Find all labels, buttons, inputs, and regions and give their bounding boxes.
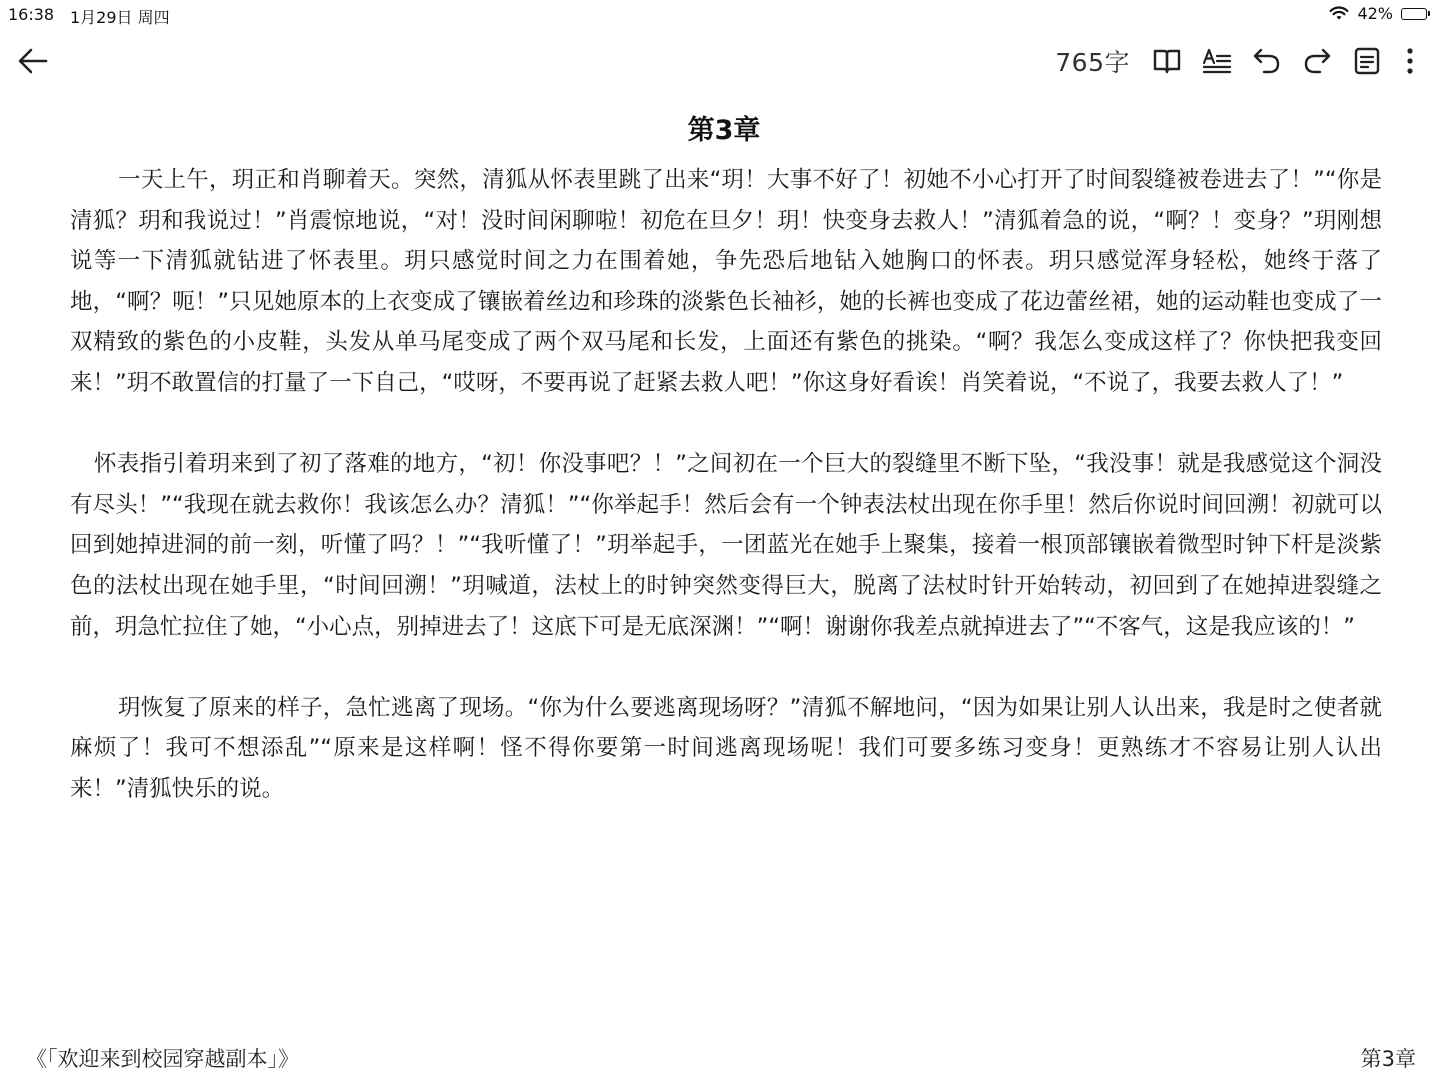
chapter-title: 第3章 <box>687 115 761 146</box>
footer-chapter-label: 第3章 <box>1360 1047 1416 1071</box>
reading-mode-button[interactable] <box>1142 40 1192 82</box>
redo-icon <box>1302 47 1332 75</box>
notes-icon <box>1353 47 1381 75</box>
text-format-button[interactable] <box>1192 40 1242 82</box>
battery-percentage: 42% <box>1357 4 1393 23</box>
status-date: 1月29日 周四 <box>70 8 170 27</box>
footer-book-title: 《「欢迎来到校园穿越副本」》 <box>26 1047 299 1071</box>
redo-button[interactable] <box>1292 40 1342 82</box>
battery-icon <box>1401 8 1430 20</box>
status-indicators <box>1329 4 1430 23</box>
back-button[interactable] <box>14 42 52 80</box>
chapter-paragraph: 一天上午，玥正和肖聊着天。突然，清狐从怀表里跳了出来“玥！大事不好了！初她不小心打开了时间裂缝被卷进去了！”“你是清狐？玥和我说过！”肖震惊地说，“对！没时间闲聊啦！初危在旦夕！玥！快变身去救人！”清狐着急的说，“啊？！变身？”玥刚想说等一下清狐就钻进了怀表里。玥只感觉时间之力在围着她，争先恐后地钻入她胸口的怀表。玥只感觉浑身轻松，她终于落了地，“啊？呃！”只见她原本的上衣变成了镶嵌着丝边和珍珠的淡紫色长袖衫，她的长裤也变成了花边蕾丝裙，她的运动鞋也变成了一双精致的紫色的小皮鞋，头发从单马尾变成了两个双马尾和长发，上面还有紫色的挑染。“啊？我怎么变成这样了？你快把我变回来！”玥不敢置信的打量了一下自己，“哎呀，不要再说了赶紧去救人吧！”你这身好看诶！肖笑着说，“不说了，我要去救人了！” <box>70 167 1382 396</box>
word-count: 765字 <box>1055 48 1130 77</box>
chapter-paragraph: 玥恢复了原来的样子，急忙逃离了现场。“你为什么要逃离现场呀？”清狐不解地问，“因为如果让别人认出来，我是时之使者就麻烦了！我可不想添乱”“原来是这样啊！怪不得你要第一时间逃离现场呢！我们可要多练习变身！更熟练才不容易让别人认出来！”清狐快乐的说。 <box>70 694 1382 802</box>
book-icon <box>1152 47 1182 75</box>
status-bar <box>0 0 1440 30</box>
chapter-body <box>70 160 1382 810</box>
status-time: 16:38 <box>8 5 55 24</box>
wifi-icon <box>1329 6 1349 21</box>
more-options-button[interactable] <box>1392 40 1428 82</box>
notes-button[interactable] <box>1342 40 1392 82</box>
more-vertical-icon <box>1406 47 1414 75</box>
chapter-paragraph: 怀表指引着玥来到了初了落难的地方，“初！你没事吧？！”之间初在一个巨大的裂缝里不断下坠，“我没事！就是我感觉这个洞没有尽头！”“我现在就去救你！我该怎么办？清狐！”“你举起手！然后会有一个钟表法杖出现在你手里！然后你说时间回溯！初就可以回到她掉进洞的前一刻，听懂了吗？！”“我听懂了！”玥举起手，一团蓝光在她手上聚集，接着一根顶部镶嵌着微型时钟下杆是淡紫色的法杖出现在她手里，“时间回溯！”玥喊道，法杖上的时钟突然变得巨大，脱离了法杖时针开始转动，初回到了在她掉进裂缝之前，玥急忙拉住了她，“小心点，别掉进去了！这底下可是无底深渊！”“啊！谢谢你我差点就掉进去了”“不客气，这是我应该的！” <box>70 451 1382 640</box>
reader-toolbar <box>0 36 1440 86</box>
toolbar-actions <box>1055 40 1428 82</box>
text-format-icon <box>1201 47 1233 75</box>
undo-icon <box>1252 47 1282 75</box>
arrow-left-icon <box>17 47 49 75</box>
undo-button[interactable] <box>1242 40 1292 82</box>
